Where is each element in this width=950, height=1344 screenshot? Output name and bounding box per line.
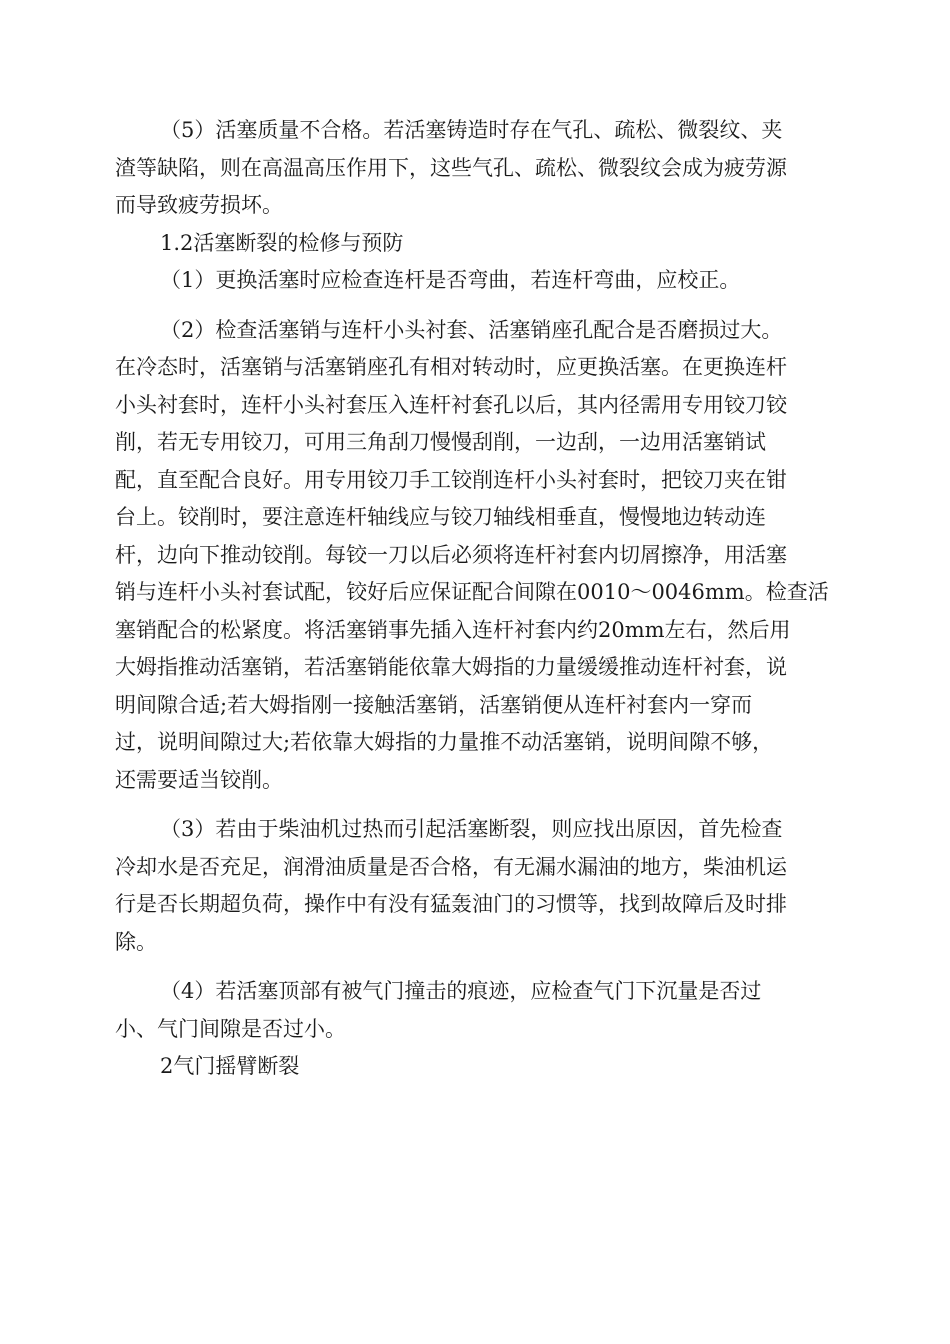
text-line: （3）若由于柴油机过热而引起活塞断裂，则应找出原因，首先检查 bbox=[160, 817, 783, 841]
text-line: 冷却水是否充足，润滑油质量是否合格，有无漏水漏油的地方，柴油机运 bbox=[115, 854, 787, 879]
text-line: 削，若无专用铰刀，可用三角刮刀慢慢刮削，一边刮，一边用活塞销试 bbox=[115, 430, 766, 454]
section-heading-1-2: 1.2活塞断裂的检修与预防 bbox=[160, 230, 404, 255]
text-line: 台上。铰削时，要注意连杆轴线应与铰刀轴线相垂直，慢慢地边转动连 bbox=[115, 505, 766, 529]
paragraph-item-3 bbox=[115, 811, 835, 961]
text-line: 过，说明间隙过大;若依靠大姆指的力量推不动活塞销，说明间隙不够， bbox=[115, 730, 774, 754]
paragraph-item-1: （1）更换活塞时应检查连杆是否弯曲，若连杆弯曲，应校正。 bbox=[160, 268, 741, 292]
text-line: 行是否长期超负荷，操作中有没有猛轰油门的习惯等，找到故障后及时排 bbox=[115, 892, 787, 916]
text-line: （5）活塞质量不合格。若活塞铸造时存在气孔、疏松、微裂纹、夹 bbox=[160, 118, 783, 142]
text-line: 而导致疲劳损坏。 bbox=[115, 193, 283, 217]
paragraph-item-2 bbox=[115, 312, 835, 800]
paragraph-item-4 bbox=[115, 973, 835, 1048]
text-line: 小头衬套时，连杆小头衬套压入连杆衬套孔以后，其内径需用专用铰刀铰 bbox=[115, 392, 787, 417]
text-line: 配，直至配合良好。用专用铰刀手工铰削连杆小头衬套时，把铰刀夹在钳 bbox=[115, 467, 787, 492]
text-line: （4）若活塞顶部有被气门撞击的痕迹，应检查气门下沉量是否过 bbox=[160, 979, 762, 1003]
text-line: 大姆指推动活塞销，若活塞销能依靠大姆指的力量缓缓推动连杆衬套，说 bbox=[115, 655, 787, 679]
text-line: 杆，边向下推动铰削。每铰一刀以后必须将连杆衬套内切屑擦净，用活塞 bbox=[115, 542, 787, 567]
text-line: 在冷态时，活塞销与活塞销座孔有相对转动时，应更换活塞。在更换连杆 bbox=[115, 355, 787, 379]
paragraph-item-5 bbox=[115, 112, 835, 225]
text-line: 除。 bbox=[115, 929, 157, 954]
text-line: （2）检查活塞销与连杆小头衬套、活塞销座孔配合是否磨损过大。 bbox=[160, 317, 783, 342]
section-heading-2: 2气门摇臂断裂 bbox=[160, 1054, 300, 1078]
text-line: 渣等缺陷，则在高温高压作用下，这些气孔、疏松、微裂纹会成为疲劳源 bbox=[115, 155, 787, 180]
document-page bbox=[115, 112, 835, 1086]
text-line: 销与连杆小头衬套试配，铰好后应保证配合间隙在0010～0046mm。检查活 bbox=[115, 580, 829, 604]
text-line: 明间隙合适;若大姆指刚一接触活塞销，活塞销便从连杆衬套内一穿而 bbox=[115, 692, 753, 717]
text-line: 塞销配合的松紧度。将活塞销事先插入连杆衬套内约20mm左右，然后用 bbox=[115, 617, 791, 642]
text-line: 还需要适当铰削。 bbox=[115, 767, 283, 792]
text-line: 小、气门间隙是否过小。 bbox=[115, 1016, 346, 1041]
